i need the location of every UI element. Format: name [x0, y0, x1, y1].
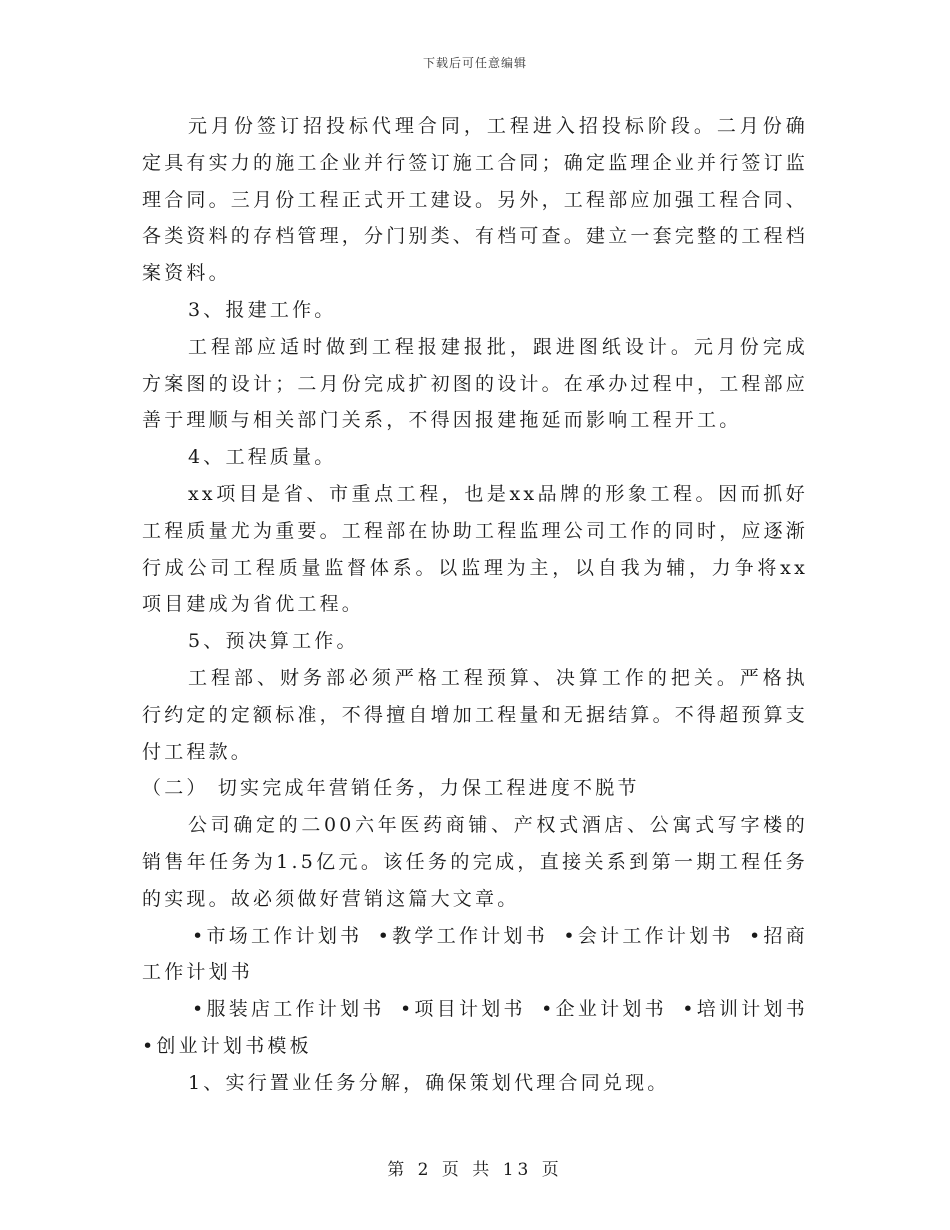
section-heading-budget: 5、预决算工作。: [188, 630, 359, 653]
section-heading-sales: （二） 切实完成年营销任务，力保工程进度不脱节: [142, 777, 640, 800]
section-heading-task-breakdown: 1、实行置业任务分解，确保策划代理合同兑现。: [188, 1071, 670, 1094]
paragraph-budget: 工程部、财务部必须严格工程预算、决算工作的把关。严格执行约定的定额标准，不得擅自增加工程量和无据结算。不得超预算支付工程款。: [142, 666, 809, 763]
paragraph-sales: 公司确定的二00六年医药商铺、产权式酒店、公寓式写字楼的销售年任务为1.5亿元。该任务的完成，直接关系到第一期工程任务的实现。故必须做好营销这篇大文章。: [142, 814, 808, 910]
paragraph-quality: xx项目是省、市重点工程，也是xx品牌的形象工程。因而抓好工程质量尤为重要。工程部在协助工程监理公司工作的同时，应逐渐行成公司工程质量监督体系。以监理为主，以自我为辅，力争将xx项目建成为省优工程。: [142, 482, 809, 616]
section-heading-quality: 4、工程质量。: [188, 446, 337, 469]
paragraph-approval: 工程部应适时做到工程报建报批，跟进图纸设计。元月份完成方案图的设计；二月份完成扩初图的设计。在承办过程中，工程部应善于理顺与相关部门关系，不得因报建拖延而影响工程开工。: [142, 335, 809, 432]
page-header: 下载后可任意编辑: [422, 56, 527, 70]
page-number-footer: 第 2 页 共 13 页: [387, 1160, 563, 1180]
section-heading-approval: 3、报建工作。: [188, 298, 337, 321]
document-body: [142, 108, 808, 1102]
paragraph-contract-schedule: 元月份签订招投标代理合同，工程进入招投标阶段。二月份确定具有实力的施工企业并行签订施工合同；确定监理企业并行签订监理合同。三月份工程正式开工建设。另外，工程部应加强工程合同、各类资料的存档管理，分门别类、有档可查。建立一套完整的工程档案资料。: [142, 115, 809, 285]
related-links-row-2[interactable]: •服装店工作计划书 •项目计划书 •企业计划书 •培训计划书 •创业计划书模板: [142, 998, 808, 1057]
related-links-row-1[interactable]: •市场工作计划书 •教学工作计划书 •会计工作计划书 •招商工作计划书: [142, 924, 808, 984]
